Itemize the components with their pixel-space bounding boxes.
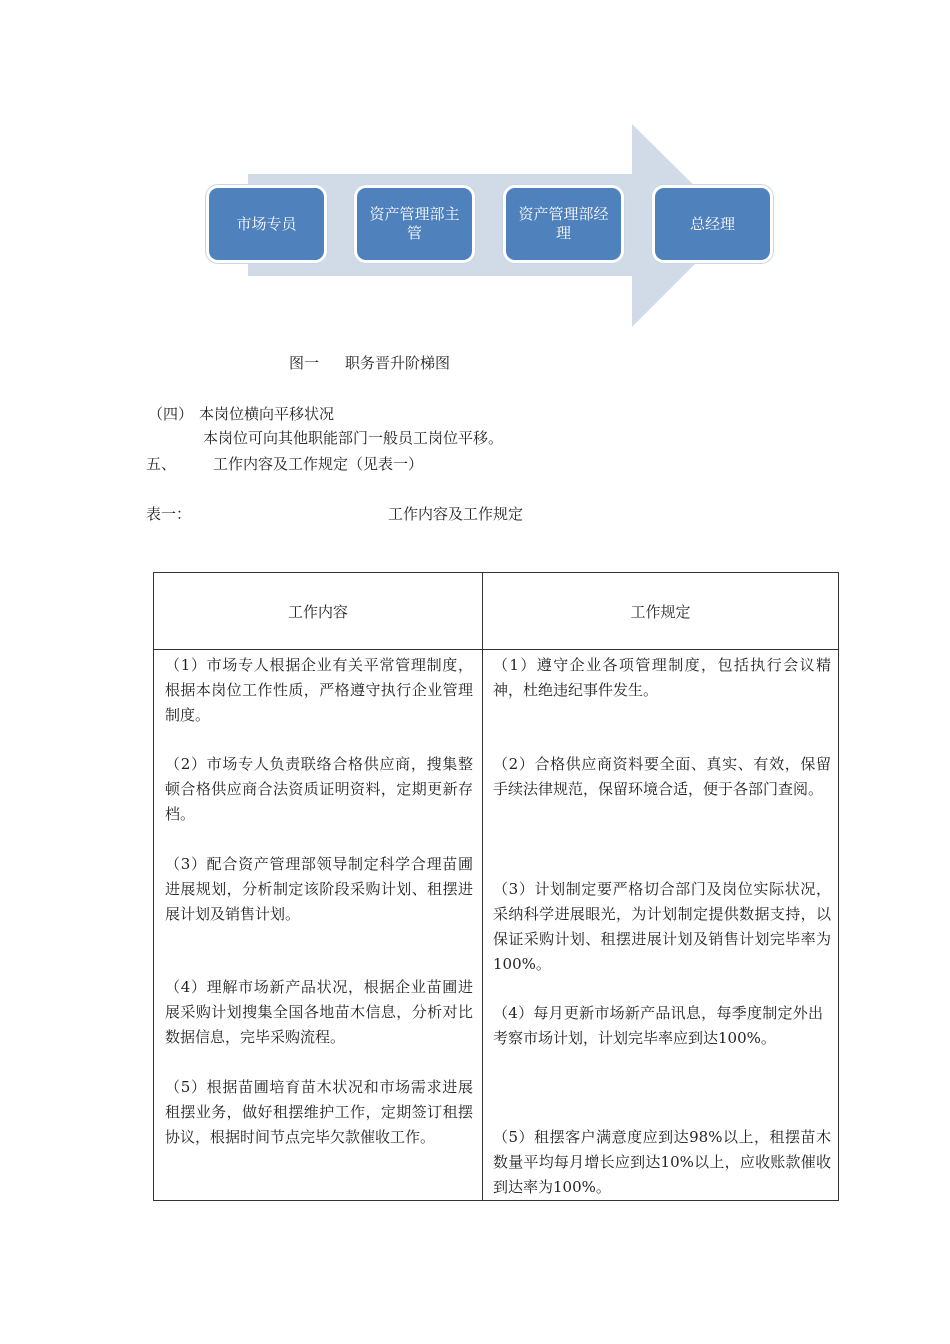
header-content: 工作内容 — [154, 573, 483, 650]
step-box-3 — [503, 185, 624, 263]
section4-body: 本岗位可向其他职能部门一般员工岗位平移。 — [203, 429, 504, 447]
section4-title: 本岗位横向平移状况 — [199, 405, 335, 423]
figure-caption — [289, 352, 450, 373]
step-box-1 — [206, 185, 327, 263]
process-arrow — [0, 0, 950, 340]
section4-number: （四） — [148, 405, 194, 423]
rule-item: （1）遵守企业各项管理制度，包括执行会议精神，杜绝违纪事件发生。 — [493, 656, 831, 699]
step-label: 总经理 — [689, 214, 735, 233]
table-header-row — [154, 573, 839, 650]
figure-caption-label: 图一 — [289, 354, 320, 372]
rule-item: （2）合格供应商资料要全面、真实、有效，保留手续法律规范，保留环境合适，便于各部门查阅。 — [493, 755, 831, 798]
step-box-2 — [354, 185, 475, 263]
content-item: （2）市场专人负责联络合格供应商，搜集整顿合格供应商合法资质证明资料，定期更新存档。 — [165, 755, 473, 823]
table-caption-label: 表一： — [146, 505, 192, 523]
rule-item: （5）租摆客户满意度应到达98%以上，租摆苗木数量平均每月增长应到达10%以上，应收账款催收到达率为100%。 — [493, 1128, 831, 1196]
step-label: 资产管理部经理 — [518, 205, 609, 242]
figure-caption-title: 职务晋升阶梯图 — [345, 354, 451, 372]
rule-item: （3）计划制定要严格切合部门及岗位实际状况，采纳科学进展眼光，为计划制定提供数据支持，以保证采购计划、租摆进展计划及销售计划完毕率为100%。 — [493, 880, 831, 973]
step-label: 市场专员 — [236, 214, 297, 233]
rule-item: （4）每月更新市场新产品讯息，每季度制定外出考察市场计划，计划完毕率应到达100%。 — [493, 1004, 823, 1047]
content-item: （5）根据苗圃培育苗木状况和市场需求进展租摆业务，做好租摆维护工作，定期签订租摆协议，根据时间节点完毕欠款催收工作。 — [165, 1078, 473, 1146]
section4-heading — [148, 403, 334, 424]
content-cell — [154, 650, 483, 1201]
content-item: （4）理解市场新产品状况，根据企业苗圃进展采购计划搜集全国各地苗木信息，分析对比数据信息，完毕采购流程。 — [165, 978, 473, 1046]
section5-title: 工作内容及工作规定（见表一） — [213, 455, 424, 473]
section5-number: 五、 — [146, 455, 177, 473]
table-row — [154, 650, 839, 1201]
content-item: （3）配合资产管理部领导制定科学合理苗圃进展规划，分析制定该阶段采购计划、租摆进展计划及销售计划。 — [165, 855, 473, 923]
work-table — [153, 572, 839, 1201]
step-label: 资产管理部主管 — [369, 205, 460, 242]
rules-cell — [483, 650, 839, 1201]
content-item: （1）市场专人根据企业有关平常管理制度，根据本岗位工作性质，严格遵守执行企业管理制度。 — [165, 656, 473, 724]
step-box-4 — [652, 185, 773, 263]
table-caption-title: 工作内容及工作规定 — [388, 505, 524, 523]
header-rules: 工作规定 — [483, 573, 839, 650]
